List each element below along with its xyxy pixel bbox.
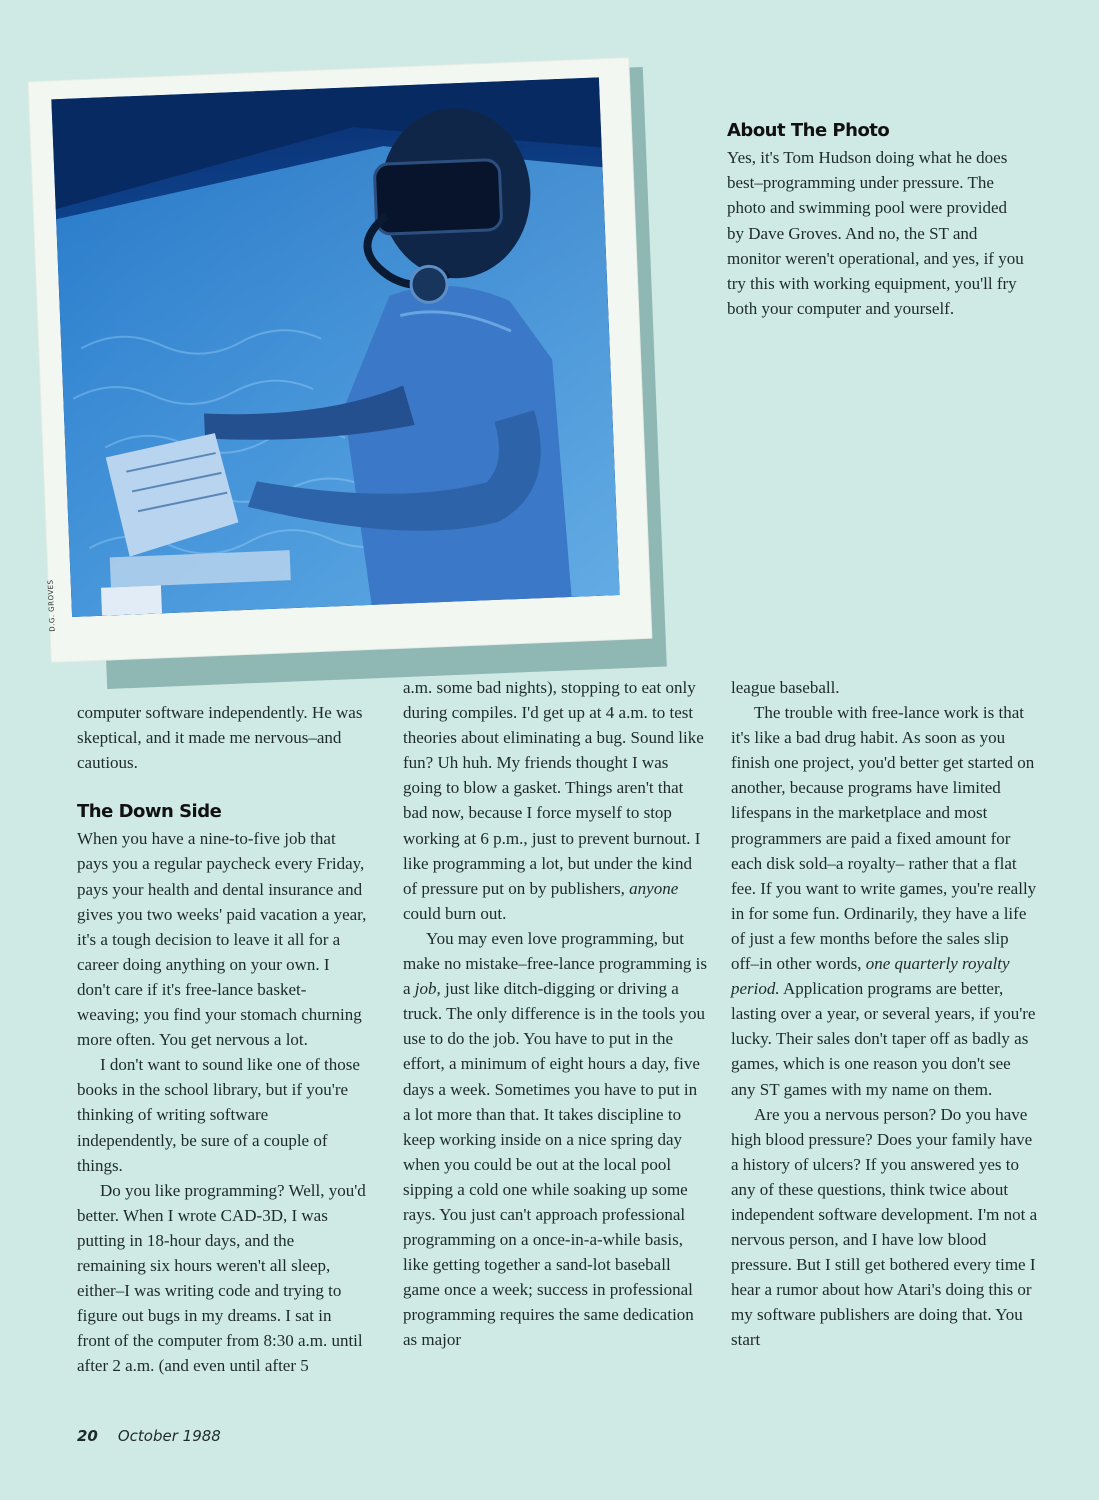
page-footer [77, 1427, 221, 1445]
article-column-1 [77, 700, 367, 1378]
underwater-programmer-photo [51, 77, 619, 617]
text-run: could burn out. [403, 903, 507, 923]
column-1-intro-paragraph: computer software independently. He was skeptical, and it made me nervous–and cautious. [77, 703, 363, 773]
column-1-paragraph-2: I don't want to sound like one of those books in the school library, but if you're thinking of writing software independently, be sure of a couple of things. [77, 1055, 360, 1175]
photo-frame [29, 58, 652, 662]
text-run: a.m. some bad nights), stopping to eat only during compiles. I'd get up at 4 a.m. to test theories about eliminating a bug. Sound like fun? Uh huh. My friends thought I was going to blow a gasket. Things aren't that bad now, because I force myself to stop working at 6 p.m., just to prevent burnout. I like programming a lot, but under the kind of pressure put on by publishers, [403, 678, 704, 898]
text-run: You may even love programming, but make no mistake–free-lance programming is a [403, 928, 707, 999]
issue-date: October 1988 [117, 1427, 221, 1445]
text-run: The trouble with free-lance work is that it's like a bad drug habit. As soon as you finish one project, you'd better get started on another, because programs have limited lifespans in the marketplace and most programmers are paid a fixed amount for each disk sold–a royalty– rather that a flat fee. If you want to write games, you're really in for some fun. Ordinarily, they have a life of just a few months before the sales slip off–in other words, [731, 703, 1037, 974]
column-3-paragraph-0: league baseball. [731, 678, 840, 697]
page-number: 20 [77, 1427, 98, 1445]
emphasis-text: one quarterly royalty period. [731, 954, 1010, 999]
text-run: Application programs are better, lasting over a year, or several years, if you're lucky. Their sales don't taper off as badly as games, which is one reason you don't see any ST games with my name on them. [731, 979, 1036, 1099]
column-3-paragraph-1 [731, 700, 1039, 1102]
sidebar-text: Yes, it's Tom Hudson doing what he does best–programming under pressure. The photo and swimming pool were provided by Dave Groves. And no, the ST and monitor weren't operational, and yes, if you try this with working equipment, you'll fry both your computer and yourself. [727, 148, 1024, 319]
column-3-paragraph-2: Are you a nervous person? Do you have high blood pressure? Does your family have a history of ulcers? If you answered yes to any of these questions, think twice about independent software development. I'm not a nervous person, and I have low blood pressure. But I still get bothered every time I hear a rumor about how Atari's doing this or my software publishers are doing that. You start [731, 1104, 1038, 1350]
text-run: just like ditch-digging or driving a truck. The only difference is in the tools you use to do the job. You have to put in the effort, a minimum of eight hours a day, five days a week. Sometimes you have to put in a lot more than that. It takes discipline to keep working inside on a nice spring day when you could be out at the local pool sipping a cold one while soaking up some rays. You just can't approach professional programming on a once-in-a-while basis, like getting together a sand-lot baseball game once a week; success in professional programming requires the same dedication as major [403, 979, 705, 1350]
column-1-paragraph-3: Do you like programming? Well, you'd better. When I wrote CAD-3D, I was putting in 18-hour days, and the remaining six hours weren't all sleep, either–I was writing code and trying to figure out bugs in my dreams. I sat in front of the computer from 8:30 a.m. until after 2 a.m. (and even until after 5 [77, 1180, 366, 1376]
article-column-3 [731, 675, 1039, 1353]
emphasis-text: job, [414, 979, 441, 999]
column-2-paragraph-2 [403, 926, 708, 1353]
column-2-paragraph-1 [403, 675, 708, 926]
sidebar-heading: About The Photo [727, 120, 890, 141]
photo-credit: D.G. GROVES [46, 579, 57, 632]
column-1-paragraph-1: When you have a nine-to-five job that pays you a regular paycheck every Friday, pays your health and dental insurance and gives you two weeks' paid vacation a year, it's a tough decision to leave it all for a career doing anything on your own. I don't care if it's free-lance basket-weaving; you find your stomach churning more often. You get nervous a lot. [77, 829, 367, 1050]
about-photo-sidebar [727, 120, 1027, 321]
article-column-2 [403, 675, 708, 1353]
emphasis-text: anyone [629, 878, 679, 898]
section-heading-down-side: The Down Side [77, 801, 222, 823]
